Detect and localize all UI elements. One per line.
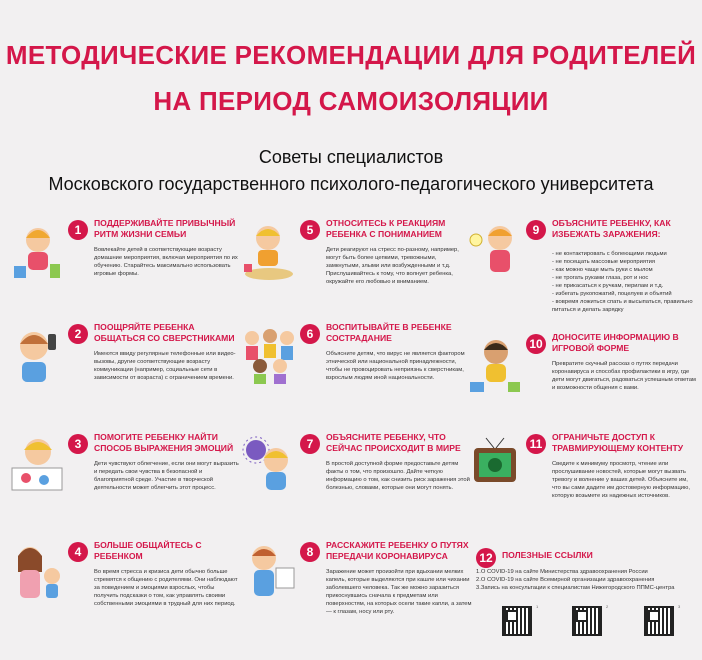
virus-child-illustration — [240, 434, 298, 496]
tip-card-11 — [466, 430, 698, 538]
tip-card-10 — [466, 330, 698, 438]
mother-child-illustration — [8, 542, 66, 604]
tip-card-12 — [416, 544, 698, 652]
link-item[interactable]: 3.Запись на консультации к специалистам Нижегородского ППМС-центра — [476, 585, 675, 591]
tip-number: 3 — [68, 434, 88, 454]
boy-with-sign-illustration — [240, 542, 298, 604]
list-item: - не трогать руками глаза, рот и нос — [552, 275, 649, 281]
list-item: - вовремя ложиться спать и высыпаться, правильно питаться и делать зарядку — [552, 299, 693, 313]
tip-number: 6 — [300, 324, 320, 344]
child-sandbox-illustration — [240, 220, 298, 282]
tip-number: 12 — [476, 548, 496, 568]
tip-text: Объясните детям, что вирус не является фактором этнической или национальной принадлежности, чтобы не провоцировать неприязнь к сверстникам, взрослым людям иной национальности. — [326, 351, 465, 381]
tip-heading: БОЛЬШЕ ОБЩАЙТЕСЬ С РЕБЕНКОМ — [94, 540, 202, 561]
tip-heading: ОБЪЯСНИТЕ РЕБЕНКУ, КАК ИЗБЕЖАТЬ ЗАРАЖЕНИЯ: — [552, 218, 671, 239]
list-item: - не прикасаться к ручкам, перилам и т.д. — [552, 283, 664, 289]
tip-number: 1 — [68, 220, 88, 240]
tip-text: Во время стресса и кризиса дети обычно больше стремятся к общению с родителями. Они наблюдают за поведением и эмоциями взрослых, чтобы получить подсказки о том, как управлять своими собственными эмоциями в трудный для них период. — [94, 569, 238, 607]
tip-card-3 — [8, 430, 240, 538]
girl-with-lightbulb-illustration — [466, 220, 524, 282]
tip-number: 4 — [68, 542, 88, 562]
tip-text: Вовлекайте детей в соответствующие возрасту домашние мероприятия, включая мероприятия по их обучению. Старайтесь максимально использовать игровые формы. — [94, 247, 238, 277]
link-item[interactable]: 2.О COVID-19 на сайте Всемирной организации здравоохранения — [476, 577, 655, 583]
list-item: - не посещать массовые мероприятия — [552, 259, 656, 265]
tip-card-6 — [240, 320, 472, 428]
child-phone-illustration — [8, 324, 66, 386]
tip-card-4 — [8, 538, 240, 646]
tip-text: Превратите скучный рассказ о путях передачи коронавируса и способах профилактики в игру, где дети могут двигаться, радоваться успешным ответам и возможности общения с вами. — [552, 361, 696, 391]
tip-heading: ОБЪЯСНИТЕ РЕБЕНКУ, ЧТО СЕЙЧАС ПРОИСХОДИТ В МИРЕ — [326, 432, 461, 453]
tip-heading: ПОЛЕЗНЫЕ ССЫЛКИ — [502, 550, 593, 560]
tip-number: 2 — [68, 324, 88, 344]
qr-code[interactable] — [502, 606, 532, 636]
tip-text: Сведите к минимуму просмотр, чтение или прослушивание новостей, которые могут вызвать тревогу и волнение у ваших детей. Объясните им, что вы сами дадите им достоверную информацию, которую возьмете из надежных источников. — [552, 461, 690, 499]
page-title: МЕТОДИЧЕСКИЕ РЕКОМЕНДАЦИИ ДЛЯ РОДИТЕЛЕЙ — [5, 40, 697, 70]
child-puzzle-illustration — [466, 334, 524, 396]
tip-card-1 — [8, 216, 240, 324]
useful-links-list — [476, 568, 696, 592]
tip-number: 10 — [526, 334, 546, 354]
group-of-children-illustration — [240, 324, 298, 386]
list-item: - не контактировать с болеющими людьми — [552, 251, 667, 257]
tip-text: В простой доступной форме предоставьте детям факты о том, что произошло. Дайте четкую информацию о том, как снизить риск заражения этой болезнью, словами, которые они могут понять. — [326, 461, 470, 491]
tip-heading: ВОСПИТЫВАЙТЕ В РЕБЕНКЕ СОСТРАДАНИЕ — [326, 322, 452, 343]
qr-number: 2 — [606, 604, 609, 609]
tip-number: 7 — [300, 434, 320, 454]
link-item[interactable]: 1.О COVID-19 на сайте Министерства здравоохранения России — [476, 569, 648, 575]
tip-card-9 — [466, 216, 698, 324]
tip-heading: ПОМОГИТЕ РЕБЕНКУ НАЙТИ СПОСОБ ВЫРАЖЕНИЯ ЭМОЦИЙ — [94, 432, 234, 453]
tip-number: 9 — [526, 220, 546, 240]
child-playing-illustration — [8, 220, 66, 282]
tv-virus-illustration — [466, 434, 524, 496]
tip-text: Дети реагируют на стресс по-разному, например, могут быть более цепкими, тревожными, замкнутыми, злыми или возбужденными и т.д. Прислушивайтесь к тому, что волнует ребенка, окружайте его любовью и вниманием. — [326, 247, 459, 285]
page-title-line2: НА ПЕРИОД САМОИЗОЛЯЦИИ — [153, 86, 549, 116]
tip-card-2 — [8, 320, 240, 428]
tip-number: 11 — [526, 434, 546, 454]
subtitle: Советы специалистов — [258, 147, 444, 167]
tip-heading: ОГРАНИЧЬТЕ ДОСТУП К ТРАВМИРУЮЩЕМУ КОНТЕНТУ — [552, 432, 684, 453]
qr-code[interactable] — [644, 606, 674, 636]
tip-card-5 — [240, 216, 472, 324]
tip-text: Заражение может произойти при вдыхании мелких капель, которые выделяются при кашле или чихании заболевшего человека. Так же можно заразиться прикоснувшись сначала к предметам или поверхностям, на которых осели такие капли, а затем — к глазам, носу или рту. — [326, 569, 472, 615]
tip-heading: ДОНОСИТЕ ИНФОРМАЦИЮ В ИГРОВОЙ ФОРМЕ — [552, 332, 679, 353]
list-item: - избегать рукопожатий, поцелуев и объятий — [552, 291, 672, 297]
tip-heading: ПООЩРЯЙТЕ РЕБЕНКА ОБЩАТЬСЯ СО СВЕРСТНИКАМИ — [94, 322, 235, 343]
tip-number: 5 — [300, 220, 320, 240]
subtitle-line2: Московского государственного психолого-педагогического университета — [48, 174, 654, 194]
tip-number: 8 — [300, 542, 320, 562]
tip-heading: РАССКАЖИТЕ РЕБЕНКУ О ПУТЯХ ПЕРЕДАЧИ КОРОНАВИРУСА — [326, 540, 469, 561]
qr-number: 1 — [536, 604, 539, 609]
prevention-list — [552, 250, 702, 314]
child-drawing-illustration — [8, 434, 66, 496]
tip-heading: ПОДДЕРЖИВАЙТЕ ПРИВЫЧНЫЙ РИТМ ЖИЗНИ СЕМЬИ — [94, 218, 236, 239]
qr-code[interactable] — [572, 606, 602, 636]
list-item: - как можно чаще мыть руки с мылом — [552, 267, 653, 273]
qr-number: 3 — [678, 604, 681, 609]
tip-card-7 — [240, 430, 472, 538]
tip-heading: ОТНОСИТЕСЬ К РЕАКЦИЯМ РЕБЕНКА С ПОНИМАНИЕМ — [326, 218, 446, 239]
tip-text: Имеются ввиду регулярные телефонные или видео-вызовы, другие соответствующие возрасту коммуникации (например, социальные сети в зависимости от возраста) с ограничением времени. — [94, 351, 236, 381]
tip-text: Дети чувствуют облегчение, если они могут выразить и передать свои чувства в безопасной и благоприятной среде. Участие в творческой деятельности может облегчить этот процесс. — [94, 461, 239, 491]
